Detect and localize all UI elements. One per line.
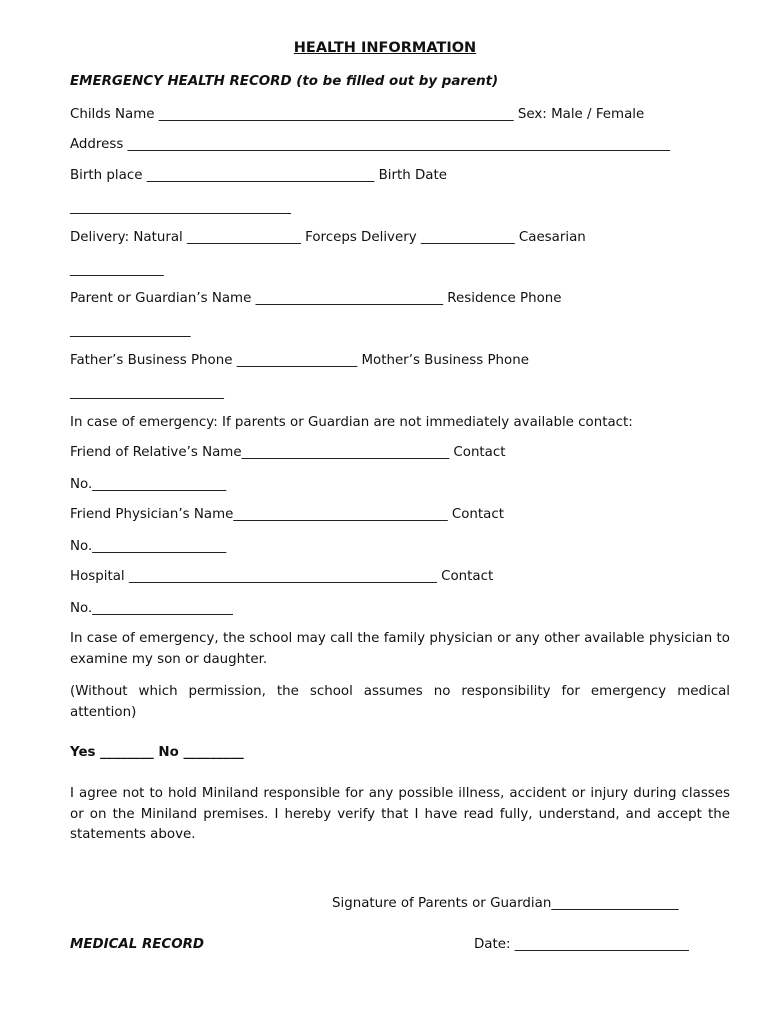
childs-name-field: Childs Name _____________________________________________________ Sex: Male / Female — [70, 107, 645, 122]
relative-name-field: Friend of Relative’s Name_______________________________ Contact — [70, 445, 506, 460]
delivery-field: Delivery: Natural _________________ Forceps Delivery ______________ Caesarian — [70, 230, 586, 245]
date-line: Date: __________________________ — [474, 937, 689, 952]
medical-record-heading: MEDICAL RECORD — [70, 937, 205, 952]
physician-contact-no: No.____________________ — [70, 539, 227, 554]
mother-phone-line: _______________________ — [70, 385, 224, 400]
emergency-intro: In case of emergency: If parents or Guardian are not immediately available contact: — [70, 415, 633, 430]
business-phone-field: Father’s Business Phone __________________ Mother’s Business Phone — [70, 353, 529, 368]
page-title: HEALTH INFORMATION — [293, 40, 477, 56]
form-subtitle: EMERGENCY HEALTH RECORD (to be filled out by parent) — [70, 74, 499, 89]
disclaimer-paragraph: (Without which permission, the school assumes no responsibility for emergency medical attention) — [70, 684, 730, 720]
signature-line: Signature of Parents or Guardian___________________ — [332, 896, 679, 911]
hospital-contact-no: No._____________________ — [70, 601, 233, 616]
relative-contact-no: No.____________________ — [70, 477, 227, 492]
physician-name-field: Friend Physician’s Name________________________________ Contact — [70, 507, 504, 522]
caesarian-line: ______________ — [70, 262, 164, 277]
hospital-field: Hospital ______________________________________________ Contact — [70, 569, 494, 584]
yes-no-consent: Yes ________ No _________ — [70, 745, 244, 760]
parent-name-field: Parent or Guardian’s Name ____________________________ Residence Phone — [70, 291, 562, 306]
address-field: Address _________________________________________________________________________________ — [70, 137, 670, 152]
birth-date-line: _________________________________ — [70, 200, 291, 215]
permission-paragraph: In case of emergency, the school may call the family physician or any other available physician to examine my son or daughter. — [70, 631, 730, 667]
birth-place-field: Birth place __________________________________ Birth Date — [70, 168, 447, 183]
residence-phone-line: __________________ — [70, 323, 191, 338]
agreement-paragraph: I agree not to hold Miniland responsible for any possible illness, accident or injury during classes or on the Miniland premises. I hereby verify that I have read fully, understand, and accept the statements above. — [70, 786, 730, 842]
